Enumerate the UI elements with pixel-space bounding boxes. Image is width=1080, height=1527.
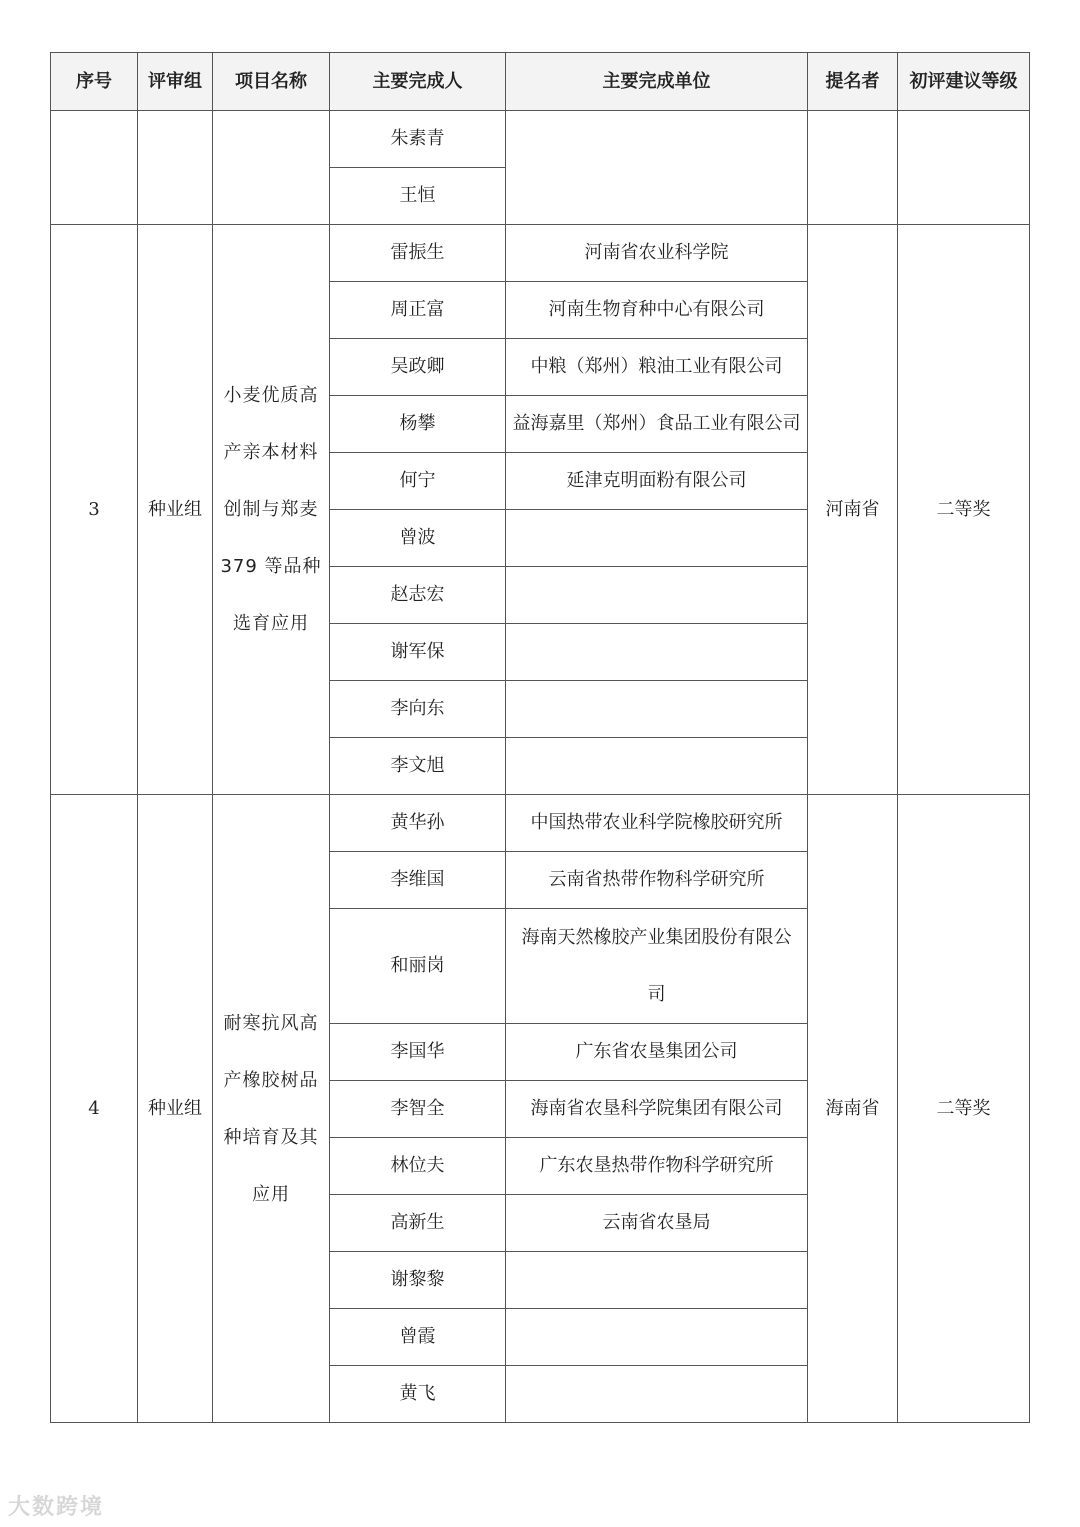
unit-cell <box>506 624 808 681</box>
person-cell: 黄飞 <box>330 1366 506 1423</box>
project-name-line: 产橡胶树品 <box>223 1069 319 1091</box>
group-cell <box>138 111 213 225</box>
unit-line: 海南天然橡胶产业集团股份有限公 <box>521 927 792 948</box>
person-cell: 何宁 <box>330 453 506 510</box>
grade-cell <box>898 111 1030 225</box>
person-cell: 李智全 <box>330 1081 506 1138</box>
header-project: 项目名称 <box>213 53 330 111</box>
person-cell: 曾波 <box>330 510 506 567</box>
person-cell: 林位夫 <box>330 1138 506 1195</box>
header-row <box>51 53 1030 111</box>
unit-line: 司 <box>647 984 666 1005</box>
table-row <box>51 795 1030 852</box>
unit-cell: 益海嘉里（郑州）食品工业有限公司 <box>506 396 808 453</box>
person-cell: 和丽岗 <box>330 909 506 1024</box>
header-group: 评审组 <box>138 53 213 111</box>
project-name-line: 应用 <box>252 1183 290 1205</box>
grade-cell: 二等奖 <box>898 225 1030 795</box>
unit-cell: 广东农垦热带作物科学研究所 <box>506 1138 808 1195</box>
project-name-line: 种培育及其 <box>223 1126 319 1148</box>
person-cell: 曾霞 <box>330 1309 506 1366</box>
watermark-text: 大数跨境 <box>8 1495 105 1520</box>
person-cell: 李文旭 <box>330 738 506 795</box>
unit-cell: 中粮（郑州）粮油工业有限公司 <box>506 339 808 396</box>
unit-cell: 延津克明面粉有限公司 <box>506 453 808 510</box>
index-cell: 3 <box>51 225 138 795</box>
group-cell: 种业组 <box>138 795 213 1423</box>
person-cell: 朱素青 <box>330 111 506 168</box>
project-cell <box>213 111 330 225</box>
unit-cell: 广东省农垦集团公司 <box>506 1024 808 1081</box>
person-cell: 李国华 <box>330 1024 506 1081</box>
person-cell: 高新生 <box>330 1195 506 1252</box>
person-cell: 周正富 <box>330 282 506 339</box>
unit-cell: 河南省农业科学院 <box>506 225 808 282</box>
unit-cell <box>506 1366 808 1423</box>
header-index: 序号 <box>51 53 138 111</box>
group-cell: 种业组 <box>138 225 213 795</box>
table-row <box>51 111 1030 168</box>
project-name-line: 379 等品种 <box>220 556 322 577</box>
unit-cell: 海南省农垦科学院集团有限公司 <box>506 1081 808 1138</box>
person-cell: 赵志宏 <box>330 567 506 624</box>
project-name-line: 小麦优质高 <box>223 385 319 406</box>
index-cell <box>51 111 138 225</box>
person-cell: 李向东 <box>330 681 506 738</box>
unit-cell <box>506 510 808 567</box>
awards-table <box>50 52 1030 1423</box>
watermark-logo <box>8 1490 104 1521</box>
person-cell: 谢军保 <box>330 624 506 681</box>
nominator-cell: 河南省 <box>808 225 898 795</box>
nominator-cell <box>808 111 898 225</box>
project-name-cell <box>213 795 330 1423</box>
grade-cell: 二等奖 <box>898 795 1030 1423</box>
unit-cell <box>506 1252 808 1309</box>
unit-cell <box>506 738 808 795</box>
unit-cell <box>506 909 808 1024</box>
unit-cell <box>506 111 808 225</box>
header-grade: 初评建议等级 <box>898 53 1030 111</box>
unit-cell <box>506 567 808 624</box>
person-cell: 李维国 <box>330 852 506 909</box>
person-cell: 黄华孙 <box>330 795 506 852</box>
project-name-cell <box>213 225 330 795</box>
person-cell: 杨攀 <box>330 396 506 453</box>
header-nominator: 提名者 <box>808 53 898 111</box>
unit-cell <box>506 681 808 738</box>
unit-cell: 云南省农垦局 <box>506 1195 808 1252</box>
person-cell: 谢黎黎 <box>330 1252 506 1309</box>
header-units: 主要完成单位 <box>506 53 808 111</box>
nominator-cell: 海南省 <box>808 795 898 1423</box>
project-name-line: 创制与郑麦 <box>223 499 319 520</box>
person-cell: 吴政卿 <box>330 339 506 396</box>
table-row <box>51 225 1030 282</box>
project-name-line: 选育应用 <box>233 613 309 634</box>
header-persons: 主要完成人 <box>330 53 506 111</box>
project-name-line: 产亲本材料 <box>223 442 319 463</box>
unit-cell: 中国热带农业科学院橡胶研究所 <box>506 795 808 852</box>
unit-cell <box>506 1309 808 1366</box>
person-cell: 雷振生 <box>330 225 506 282</box>
unit-cell: 河南生物育种中心有限公司 <box>506 282 808 339</box>
unit-cell: 云南省热带作物科学研究所 <box>506 852 808 909</box>
index-cell: 4 <box>51 795 138 1423</box>
project-name-line: 耐寒抗风高 <box>223 1012 319 1034</box>
person-cell: 王恒 <box>330 168 506 225</box>
